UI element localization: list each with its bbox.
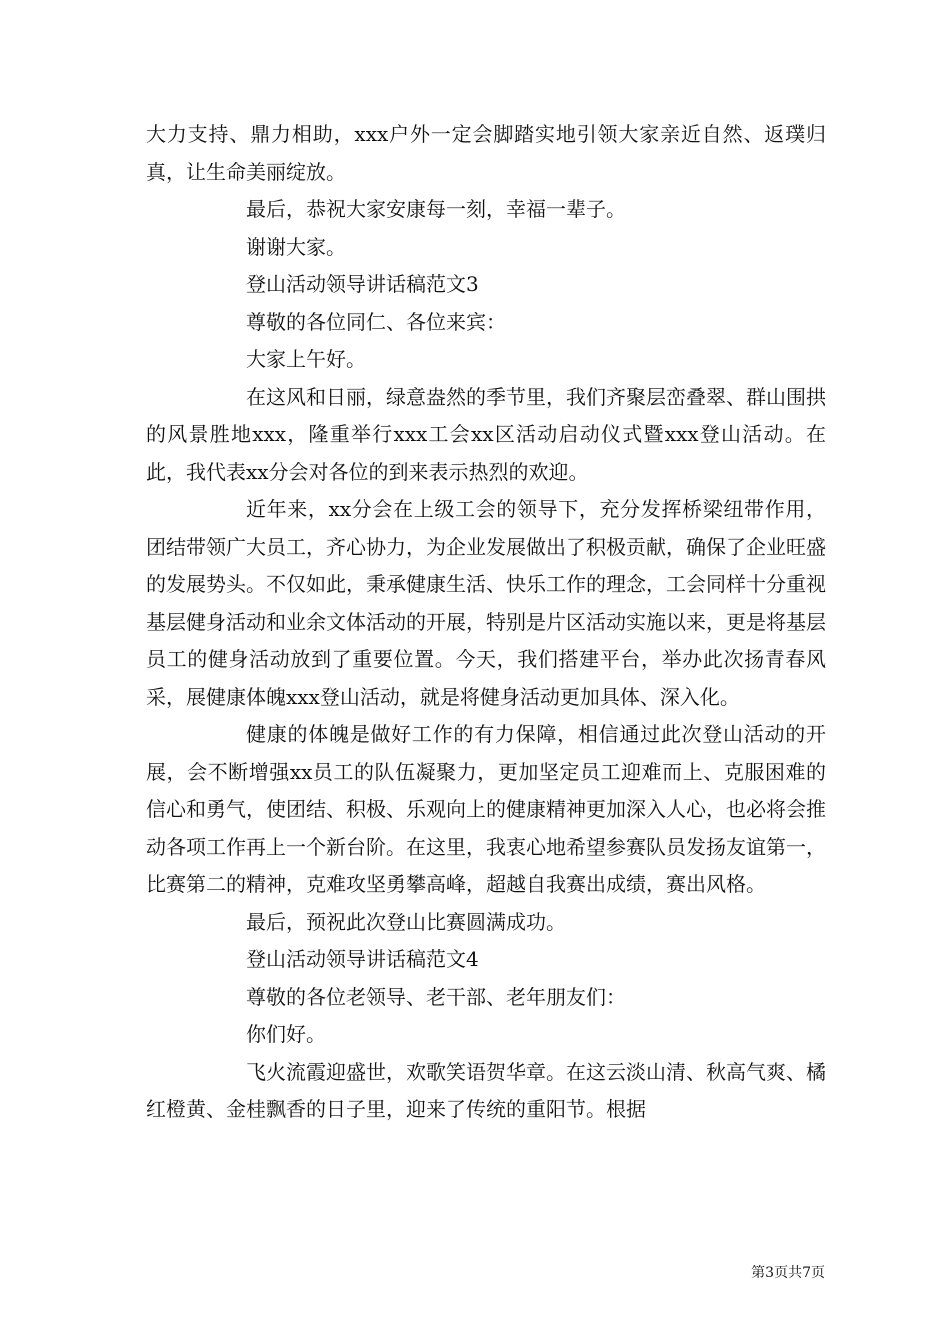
paragraph-3: 谢谢大家。 — [246, 234, 346, 259]
page-number: 第3页共7页 — [751, 1265, 825, 1281]
paragraph-14: 飞火流霞迎盛世，欢歌笑语贺华章。在这云淡山清、秋高气爽、橘红橙黄、金桂飘香的日子里，迎来了传统的重阳节。根据 — [146, 1059, 826, 1121]
paragraph-9: 健康的体魄是做好工作的有力保障，相信通过此次登山活动的开展，会不断增强xx员工的队伍凝聚力，更加坚定员工迎难而上、克服困难的信心和勇气，使团结、积极、乐观向上的健康精神更加深入人心，也必将会推动各项工作再上一个新台阶。在这里，我衷心地希望参赛队员发扬友谊第一，比赛第二的精神，克难攻坚勇攀高峰，超越自我赛出成绩，赛出风格。 — [146, 722, 826, 896]
paragraph-1: 大力支持、鼎力相助，xxx户外一定会脚踏实地引领大家亲近自然、返璞归真，让生命美丽绽放。 — [146, 122, 826, 184]
paragraph-2: 最后，恭祝大家安康每一刻，幸福一辈子。 — [246, 197, 626, 221]
section-heading-4: 登山活动领导讲话稿范文4 — [246, 947, 479, 971]
document-body — [146, 116, 826, 1129]
salutation-3: 尊敬的各位同仁、各位来宾： — [246, 309, 506, 334]
paragraph-8: 近年来，xx分会在上级工会的领导下，充分发挥桥梁纽带作用，团结带领广大员工，齐心协力，为企业发展做出了积极贡献，确保了企业旺盛的发展势头。不仅如此，秉承健康生活、快乐工作的理念，工会同样十分重视基层健身活动和业余文体活动的开展，特别是片区活动实施以来，更是将基层员工的健身活动放到了重要位置。今天，我们搭建平台，举办此次扬青春风采，展健康体魄xxx登山活动，就是将健身活动更加具体、深入化。 — [146, 497, 826, 709]
greeting-3: 大家上午好。 — [246, 347, 366, 371]
salutation-4: 尊敬的各位老领导、老干部、老年朋友们： — [246, 984, 626, 1009]
greeting-4: 你们好。 — [246, 1022, 326, 1046]
paragraph-10: 最后，预祝此次登山比赛圆满成功。 — [246, 909, 566, 934]
section-heading-3: 登山活动领导讲话稿范文3 — [246, 272, 479, 296]
paragraph-7: 在这风和日丽，绿意盎然的季节里，我们齐聚层峦叠翠、群山围拱的风景胜地xxx，隆重举行xxx工会xx区活动启动仪式暨xxx登山活动。在此，我代表xx分会对各位的到来表示热烈的欢迎。 — [146, 384, 826, 484]
